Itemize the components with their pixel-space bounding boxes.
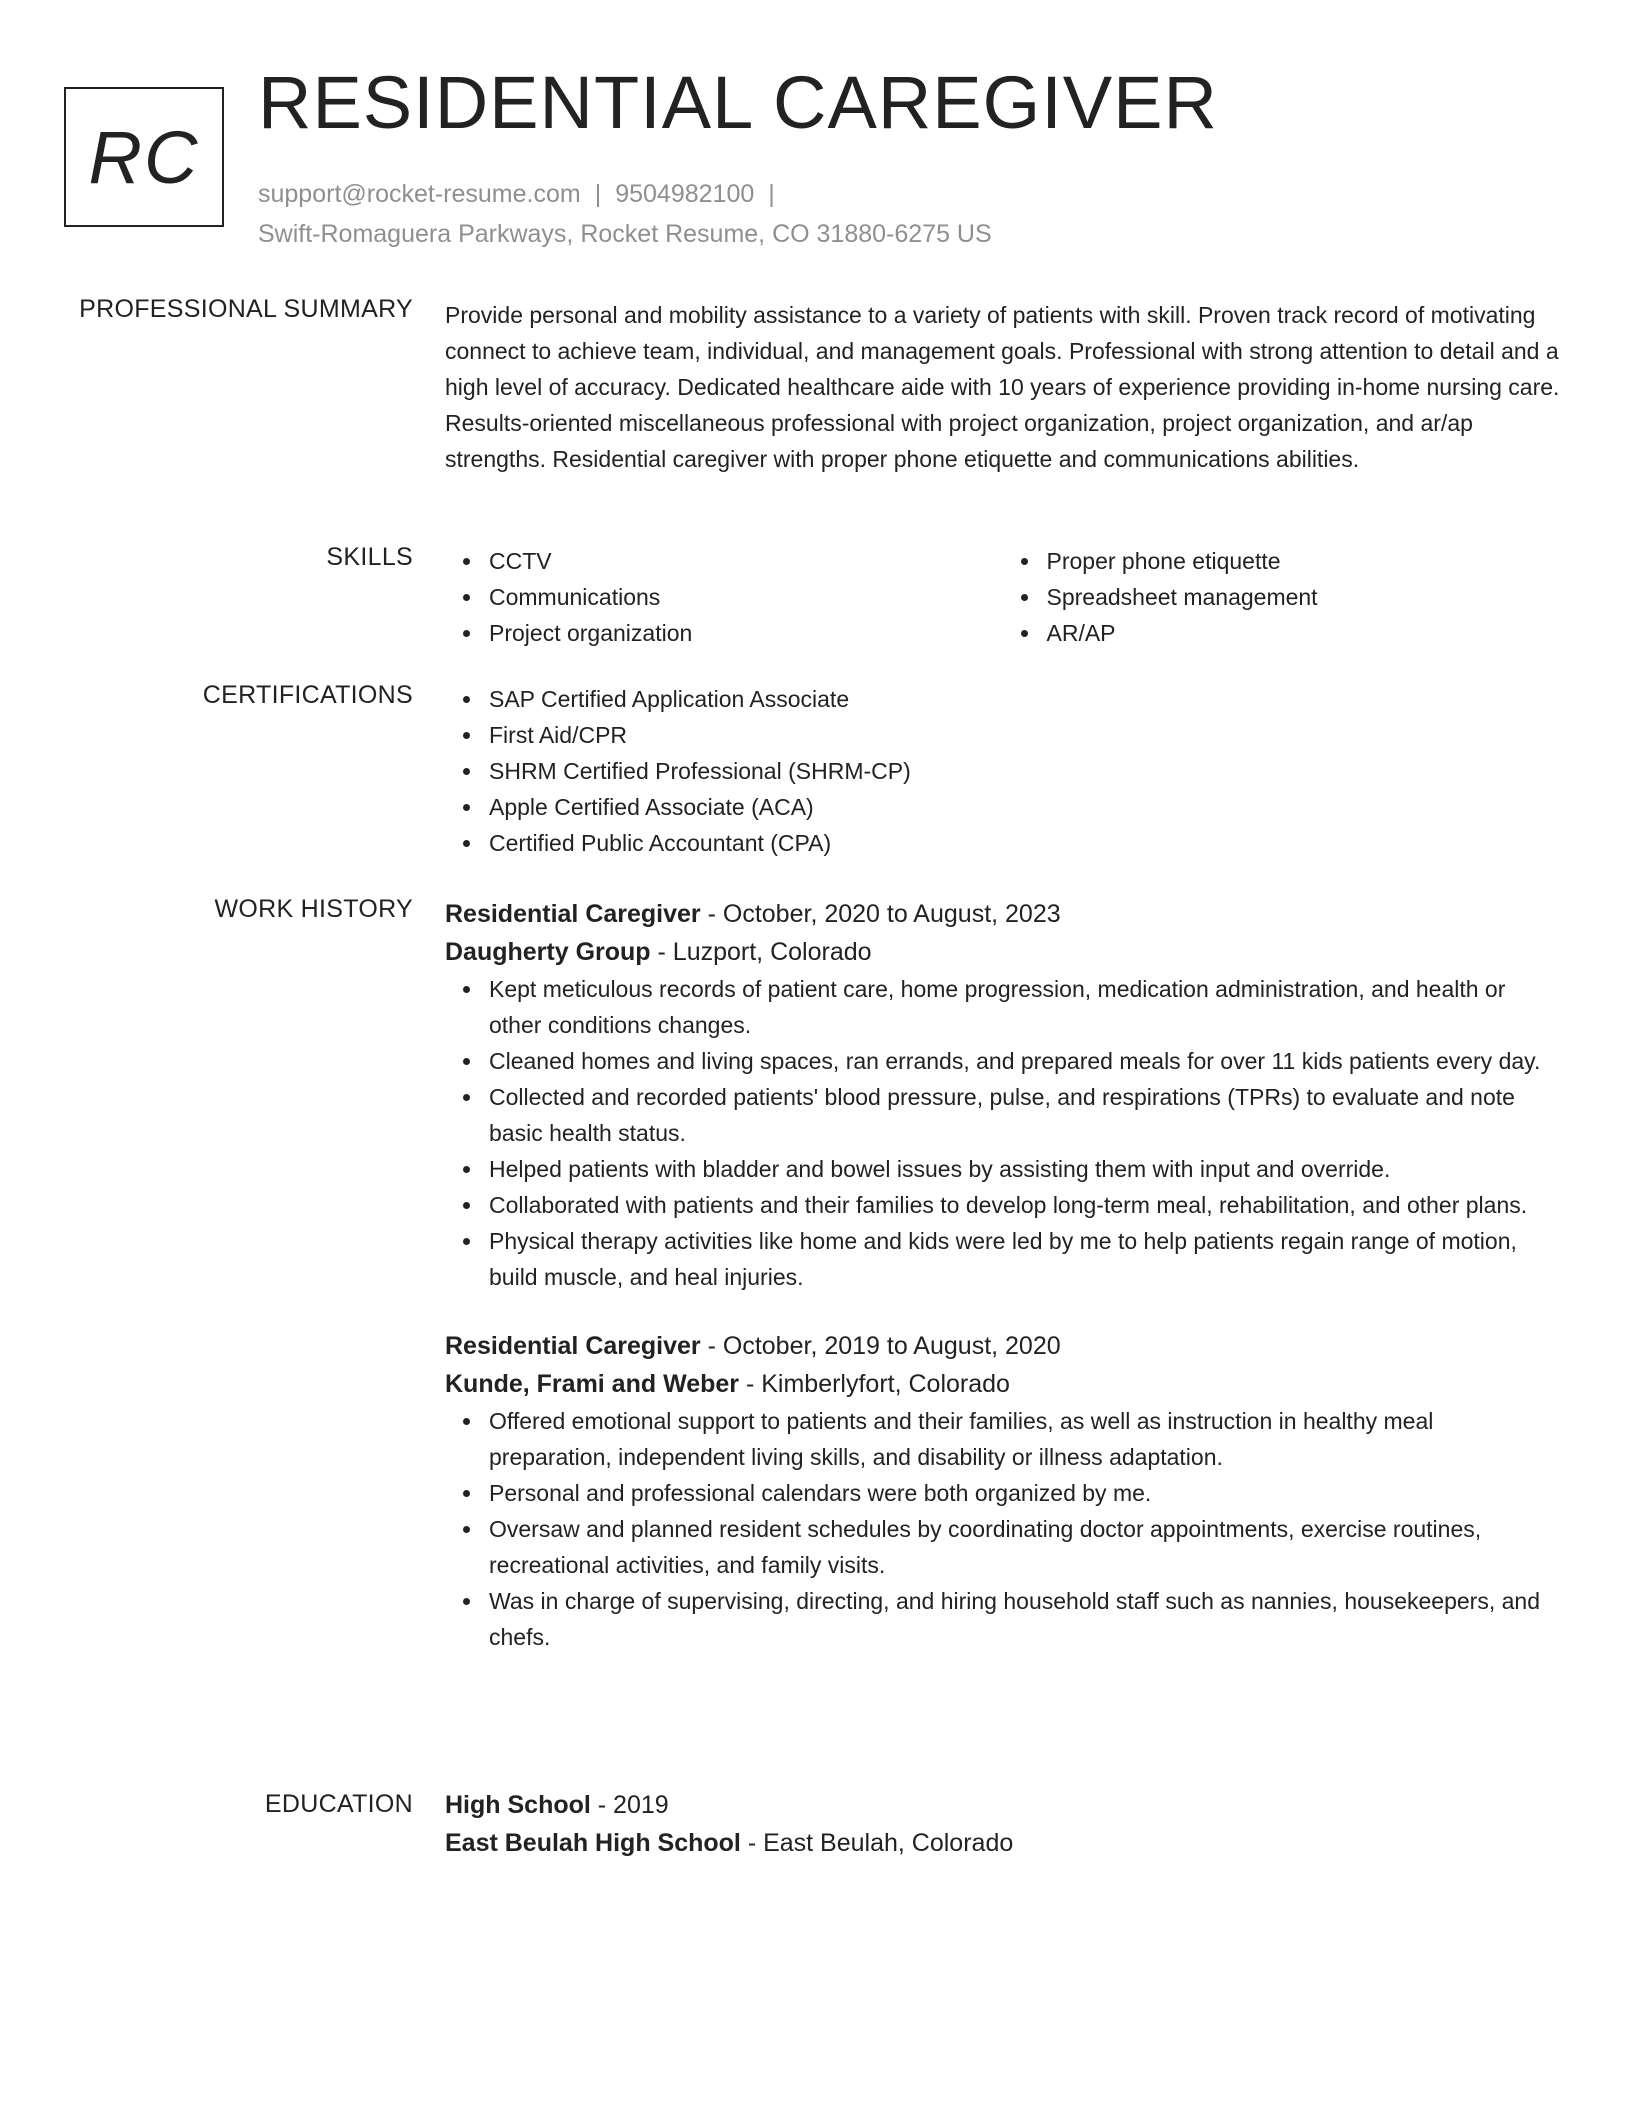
certifications-list bbox=[445, 681, 1560, 861]
job-entry bbox=[445, 1327, 1560, 1655]
job-company-line bbox=[445, 1365, 1560, 1403]
monogram-initials: RC bbox=[88, 115, 200, 199]
contact-separator: | bbox=[768, 180, 775, 208]
summary-body bbox=[445, 297, 1560, 477]
contact-email[interactable]: support@rocket-resume.com bbox=[258, 180, 581, 208]
education-body bbox=[445, 1786, 1560, 1862]
list-item: Offered emotional support to patients and their families, as well as instruction in healthy meal preparation, independent living skills, and disability or illness adaptation. bbox=[489, 1403, 1560, 1475]
job-bullets bbox=[445, 1403, 1560, 1655]
summary-text: Provide personal and mobility assistance to a variety of patients with skill. Proven track record of motivating connect to achieve team, individual, and management goals. Professional with strong attention to detail and a high level of accuracy. Dedicated healthcare aide with 10 years of experience providing in-home nursing care. Results-oriented miscellaneous professional with project organization, project organization, and ar/ap strengths. Residential caregiver with proper phone etiquette and communications abilities. bbox=[445, 302, 1560, 472]
education-school: East Beulah High School bbox=[445, 1829, 741, 1857]
section-label-summary: PROFESSIONAL SUMMARY bbox=[79, 295, 413, 323]
education-location: - East Beulah, Colorado bbox=[740, 1829, 1014, 1857]
contact-phone[interactable]: 9504982100 bbox=[615, 180, 755, 208]
list-item: Spreadsheet management bbox=[1047, 579, 1561, 615]
list-item: Proper phone etiquette bbox=[1047, 543, 1561, 579]
contact-line-1 bbox=[258, 174, 992, 214]
list-item: CCTV bbox=[489, 543, 1003, 579]
list-item: Communications bbox=[489, 579, 1003, 615]
list-item: Physical therapy activities like home and kids were led by me to help patients regain range of motion, build muscle, and heal injuries. bbox=[489, 1223, 1560, 1295]
contact-separator: | bbox=[594, 180, 602, 208]
section-label-education: EDUCATION bbox=[264, 1790, 413, 1818]
job-bullets bbox=[445, 971, 1560, 1295]
section-label-certifications: CERTIFICATIONS bbox=[202, 681, 413, 709]
job-title: Residential Caregiver bbox=[445, 1332, 701, 1360]
skills-column-1 bbox=[445, 543, 1003, 651]
list-item: Kept meticulous records of patient care, home progression, medication administration, and health or other conditions changes. bbox=[489, 971, 1560, 1043]
education-school-line bbox=[445, 1824, 1560, 1862]
monogram-box bbox=[64, 87, 224, 227]
contact-address: Swift-Romaguera Parkways, Rocket Resume, CO 31880-6275 US bbox=[258, 220, 992, 248]
work-history-body bbox=[445, 895, 1560, 1655]
skills-grid bbox=[445, 543, 1560, 651]
skills-column-2 bbox=[1003, 543, 1561, 651]
list-item: Apple Certified Associate (ACA) bbox=[489, 789, 1560, 825]
list-item: Helped patients with bladder and bowel issues by assisting them with input and override. bbox=[489, 1151, 1560, 1187]
list-item: AR/AP bbox=[1047, 615, 1561, 651]
certifications-body bbox=[445, 681, 1560, 861]
job-location: - Kimberlyfort, Colorado bbox=[739, 1370, 1010, 1398]
resume-title: RESIDENTIAL CAREGIVER bbox=[258, 61, 1218, 144]
education-degree: High School bbox=[445, 1791, 591, 1819]
skills-body bbox=[445, 543, 1560, 651]
job-company-line bbox=[445, 933, 1560, 971]
list-item: Project organization bbox=[489, 615, 1003, 651]
list-item: Certified Public Accountant (CPA) bbox=[489, 825, 1560, 861]
list-item: SAP Certified Application Associate bbox=[489, 681, 1560, 717]
job-company: Kunde, Frami and Weber bbox=[445, 1370, 740, 1398]
section-label-work-history: WORK HISTORY bbox=[214, 895, 413, 923]
list-item: Cleaned homes and living spaces, ran errands, and prepared meals for over 11 kids patients every day. bbox=[489, 1043, 1560, 1079]
education-degree-line bbox=[445, 1786, 1560, 1824]
contact-info bbox=[258, 174, 992, 254]
job-title-line bbox=[445, 895, 1560, 933]
job-dates: - October, 2019 to August, 2020 bbox=[700, 1332, 1061, 1360]
education-year: - 2019 bbox=[590, 1791, 669, 1819]
list-item: First Aid/CPR bbox=[489, 717, 1560, 753]
section-label-skills: SKILLS bbox=[326, 543, 413, 571]
job-entry bbox=[445, 895, 1560, 1295]
list-item: Collaborated with patients and their families to develop long-term meal, rehabilitation, and other plans. bbox=[489, 1187, 1560, 1223]
job-company: Daugherty Group bbox=[445, 938, 651, 966]
list-item: SHRM Certified Professional (SHRM-CP) bbox=[489, 753, 1560, 789]
list-item: Personal and professional calendars were both organized by me. bbox=[489, 1475, 1560, 1511]
list-item: Was in charge of supervising, directing, and hiring household staff such as nannies, housekeepers, and chefs. bbox=[489, 1583, 1560, 1655]
job-location: - Luzport, Colorado bbox=[650, 938, 872, 966]
job-title: Residential Caregiver bbox=[445, 900, 701, 928]
list-item: Collected and recorded patients' blood pressure, pulse, and respirations (TPRs) to evaluate and note basic health status. bbox=[489, 1079, 1560, 1151]
job-dates: - October, 2020 to August, 2023 bbox=[700, 900, 1061, 928]
list-item: Oversaw and planned resident schedules by coordinating doctor appointments, exercise routines, recreational activities, and family visits. bbox=[489, 1511, 1560, 1583]
job-title-line bbox=[445, 1327, 1560, 1365]
